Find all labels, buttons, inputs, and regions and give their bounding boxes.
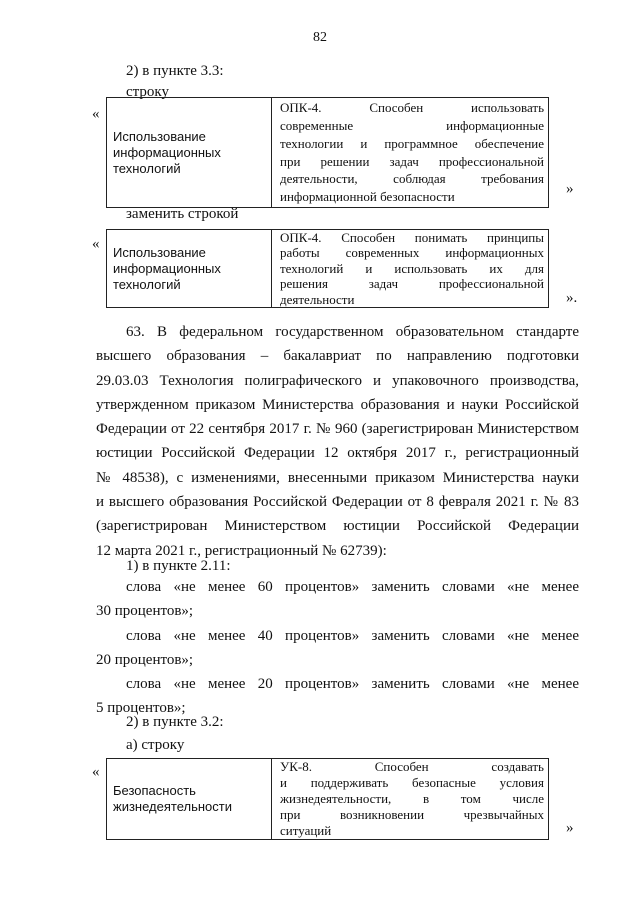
table3-right-line: УК-8. Способен создавать — [280, 759, 544, 774]
table2-left-line: информационных — [113, 260, 221, 276]
item-2-11-heading: 1) в пункте 2.11: — [126, 558, 231, 574]
paragraph-63-line: 12 марта 2021 г., регистрационный № 62739): — [96, 542, 387, 559]
replacement-line: 5 процентов»; — [96, 700, 186, 717]
table3-left-line: жизнедеятельности — [113, 799, 232, 814]
table1-left-line: информационных — [113, 144, 221, 160]
table2-right-line: решения задач профессиональной — [280, 276, 544, 292]
table2-discipline-cell — [107, 230, 272, 308]
table1-discipline-cell — [107, 98, 272, 208]
paragraph-63 — [96, 320, 579, 563]
table2-right-line: работы современных информационных — [280, 245, 544, 261]
open-quote-3: « — [92, 764, 100, 780]
item-3-2-heading: 2) в пункте 3.2: — [126, 714, 224, 730]
table2-right-line: технологий и использовать их для — [280, 260, 544, 276]
table2-left-line: технологий — [113, 276, 181, 292]
table1-right-line: технологии и программное обеспечение — [280, 135, 544, 151]
table2-competency-cell — [272, 230, 549, 308]
table3-competency-cell — [272, 759, 549, 840]
table3-right-line: при возникновении чрезвычайных — [280, 807, 544, 822]
table1-competency-cell — [272, 98, 549, 208]
table3-right-line: и поддерживать безопасные условия — [280, 775, 544, 790]
paragraph-63-line: № 48538), с изменениями, внесенными приказом Министерства науки — [96, 469, 579, 486]
replacement-line: слова «не менее 40 процентов» заменить словами «не менее — [126, 627, 579, 644]
open-quote-2: « — [92, 236, 100, 252]
close-quote-3: » — [566, 820, 574, 836]
row-word: строку — [126, 84, 169, 100]
paragraph-63-line: 63. В федеральном государственном образовательном стандарте — [126, 324, 579, 340]
table3-discipline-cell — [107, 759, 272, 840]
table1-right-line: информационной безопасности — [280, 189, 455, 205]
competency-table-safety — [106, 758, 549, 840]
replacement-line: 20 процентов»; — [96, 651, 194, 668]
item-a-heading: а) строку — [126, 737, 185, 753]
page-number: 82 — [313, 30, 327, 45]
table2-left-line: Использование — [113, 244, 206, 260]
table1-left-line: Использование — [113, 128, 206, 144]
paragraph-63-line: юстиции Российской Федерации 12 октября 2017 г., регистрационный — [96, 445, 579, 462]
table1-right-line: при решении задач профессиональной — [280, 153, 544, 169]
close-quote-1: » — [566, 181, 574, 197]
replacement-line: слова «не менее 20 процентов» заменить словами «не менее — [126, 676, 579, 693]
paragraph-63-line: высшего образования – бакалавриат по направлению подготовки — [96, 348, 579, 365]
close-quote-2: ». — [566, 290, 578, 306]
competency-table-new — [106, 229, 549, 308]
replace-with-label: заменить строкой — [126, 206, 239, 222]
replacement-line: 30 процентов»; — [96, 603, 194, 620]
table3-right-line: жизнедеятельности, в том числе — [280, 791, 544, 806]
table1-right-line: современные информационные — [280, 117, 544, 133]
item-3-3-heading: 2) в пункте 3.3: — [126, 63, 224, 79]
replacement-line: слова «не менее 60 процентов» заменить словами «не менее — [126, 579, 579, 595]
paragraph-63-line: утвержденном приказом Министерства образования и науки Российской — [96, 396, 579, 413]
open-quote-1: « — [92, 106, 100, 122]
table1-right-line: деятельности, соблюдая требования — [280, 171, 544, 187]
table3-left-line: Безопасность — [113, 783, 196, 798]
paragraph-63-line: Федерации от 22 сентября 2017 г. № 960 (зарегистрирован Министерством — [96, 421, 579, 438]
table3-right-line: ситуаций — [280, 823, 332, 838]
table2-right-line: деятельности — [280, 291, 355, 307]
paragraph-63-line: (зарегистрирован Министерством юстиции Российской Федерации — [96, 518, 579, 535]
table1-right-line: ОПК-4. Способен использовать — [280, 100, 544, 116]
table2-right-line: ОПК-4. Способен понимать принципы — [280, 230, 544, 246]
replacement-list — [96, 575, 579, 721]
table1-left-line: технологий — [113, 160, 181, 176]
paragraph-63-line: и высшего образования Российской Федерации от 8 февраля 2021 г. № 83 — [96, 494, 579, 511]
competency-table-old — [106, 97, 549, 208]
paragraph-63-line: 29.03.03 Технология полиграфического и упаковочного производства, — [96, 372, 579, 389]
